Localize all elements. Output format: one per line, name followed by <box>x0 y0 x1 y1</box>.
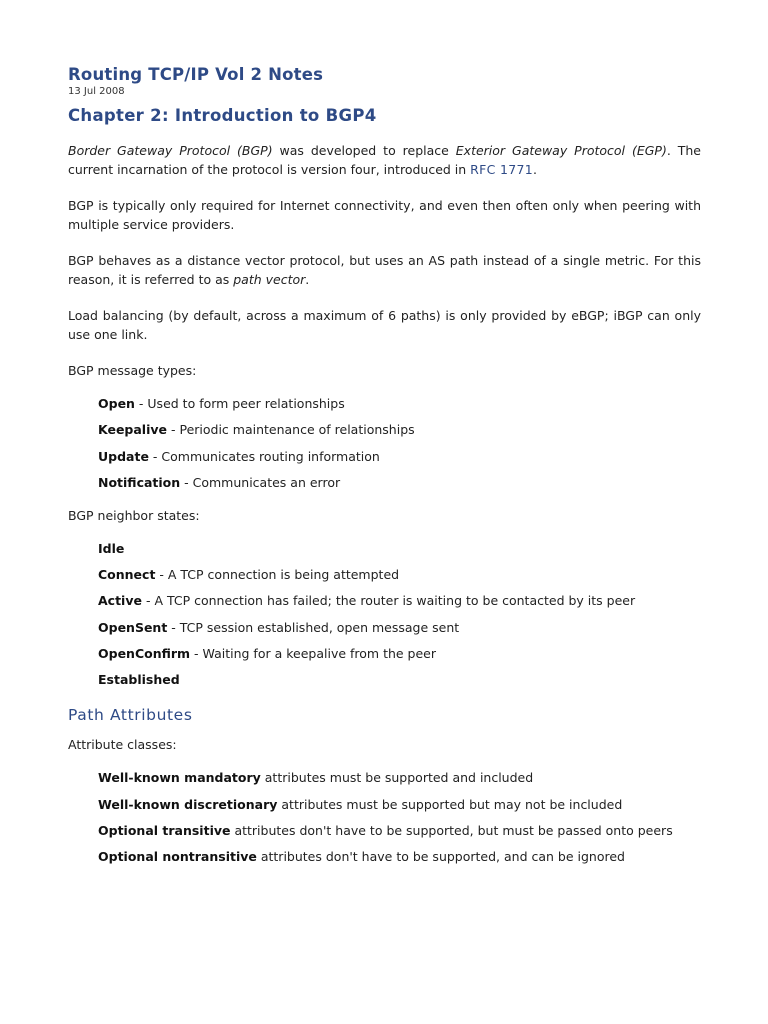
chapter-title: Chapter 2: Introduction to BGP4 <box>68 106 377 125</box>
term: Established <box>98 672 180 688</box>
paragraph-bgp-usage: BGP is typically only required for Internet connectivity, and even then often only when peering with multiple service providers. <box>68 198 701 232</box>
text-span: BGP behaves as a distance vector protocol, but uses an AS path instead of a single metric. For this reason, it is referred to as <box>68 253 701 287</box>
term: Active <box>98 593 142 609</box>
definition: - A TCP connection is being attempted <box>155 567 400 583</box>
paragraph-bgp-intro <box>68 141 701 179</box>
term: Notification <box>98 474 181 490</box>
list-item <box>98 565 701 584</box>
list-item <box>98 591 701 610</box>
list-item <box>98 618 701 637</box>
text-span: . The current incarnation of the protocol is version four, introduced in <box>68 143 702 177</box>
definition: - Communicates an error <box>180 474 341 490</box>
term: Well-known mandatory <box>98 770 261 786</box>
list-item <box>98 768 701 787</box>
paragraph-path-vector <box>68 251 701 289</box>
definition: attributes must be supported and included <box>260 770 534 786</box>
text-span: . <box>532 162 537 177</box>
emphasis-bgp: Border Gateway Protocol (BGP) <box>68 143 273 158</box>
list-item <box>98 447 701 466</box>
term: Well-known discretionary <box>98 796 278 812</box>
definition: - TCP session established, open message sent <box>167 619 460 635</box>
list-item <box>98 795 701 814</box>
definition: attributes must be supported but may not be included <box>277 796 623 812</box>
list-item <box>98 821 701 840</box>
definition: - Waiting for a keepalive from the peer <box>190 646 437 662</box>
term: OpenConfirm <box>98 646 191 662</box>
list-item <box>98 473 701 492</box>
document-date: 13 Jul 2008 <box>68 86 125 97</box>
list-item <box>98 394 701 413</box>
list-item <box>98 539 701 558</box>
term: Open <box>98 396 135 411</box>
attribute-classes-intro: Attribute classes: <box>68 737 177 753</box>
emphasis-egp: Exterior Gateway Protocol (EGP) <box>455 143 667 158</box>
list-item <box>98 670 701 689</box>
list-item <box>98 644 701 663</box>
neighbor-states-list <box>68 539 701 689</box>
definition: - A TCP connection has failed; the router is waiting to be contacted by its peer <box>141 593 636 609</box>
term: Connect <box>98 567 156 583</box>
term: OpenSent <box>98 619 168 635</box>
document-title: Routing TCP/IP Vol 2 Notes <box>68 65 324 84</box>
term: Keepalive <box>98 422 168 438</box>
neighbor-states-intro: BGP neighbor states: <box>68 507 200 523</box>
definition: - Communicates routing information <box>148 448 380 464</box>
paragraph-load-balancing: Load balancing (by default, across a maximum of 6 paths) is only provided by eBGP; iBGP can only use one link. <box>68 308 701 342</box>
section-title-path-attributes: Path Attributes <box>68 706 193 725</box>
list-item <box>98 847 701 866</box>
definition: attributes don't have to be supported, but must be passed onto peers <box>230 822 673 838</box>
term: Optional transitive <box>98 822 231 838</box>
attribute-classes-list <box>68 768 701 866</box>
definition: attributes don't have to be supported, and can be ignored <box>256 849 625 865</box>
emphasis-path-vector: path vector <box>233 272 306 287</box>
rfc-1771-link[interactable]: RFC 1771 <box>470 162 533 177</box>
message-types-intro: BGP message types: <box>68 363 197 378</box>
text-span: was developed to replace <box>272 143 456 158</box>
message-types-list <box>68 394 701 492</box>
list-item <box>98 420 701 439</box>
definition: - Periodic maintenance of relationships <box>167 422 415 438</box>
definition: - Used to form peer relationships <box>134 396 345 411</box>
term: Idle <box>98 540 125 556</box>
text-span: . <box>305 272 310 287</box>
term: Update <box>98 448 149 464</box>
term: Optional nontransitive <box>98 849 257 865</box>
